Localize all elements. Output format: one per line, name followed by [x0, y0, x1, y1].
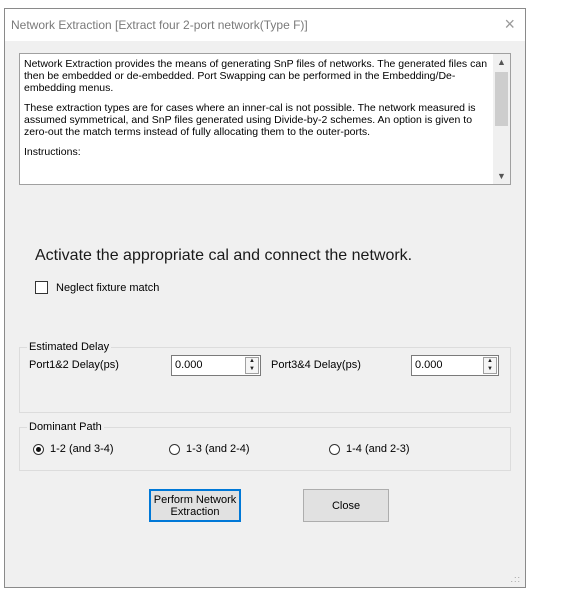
radio-label: 1-4 (and 2-3) [346, 443, 410, 455]
button-label-line2: Extraction [170, 505, 220, 518]
network-extraction-dialog [4, 8, 526, 588]
spin-down-icon[interactable]: ▼ [249, 366, 255, 372]
checkbox-label: Neglect fixture match [56, 281, 160, 294]
neglect-fixture-match-checkbox[interactable] [35, 281, 159, 294]
port12-delay-value: 0.000 [175, 359, 203, 371]
radio-label: 1-2 (and 3-4) [50, 443, 114, 455]
close-button[interactable]: Close [303, 489, 389, 522]
description-paragraph: Instructions: [24, 146, 81, 158]
port12-delay-spinbox[interactable] [171, 355, 261, 376]
description-paragraph: These extraction types are for cases where an inner-cal is not possible. The network measured is assumed symmetrical, and SnP files generated using Divide-by-2 schemes. An option is given to zero-out the match terms instead of fully allocating them to the outer-ports. [24, 102, 476, 138]
checkbox-box[interactable] [35, 281, 48, 294]
radio-path-1-2[interactable] [33, 443, 114, 455]
port34-delay-label: Port3&4 Delay(ps) [271, 359, 361, 371]
radio-button[interactable] [169, 444, 180, 455]
spin-up-icon[interactable]: ▲ [487, 358, 493, 364]
title-bar [5, 9, 525, 41]
radio-path-1-4[interactable] [329, 443, 410, 455]
description-textbox[interactable] [19, 53, 511, 185]
scroll-down-icon[interactable]: ▼ [497, 171, 506, 181]
spin-up-icon[interactable]: ▲ [249, 358, 255, 364]
dominant-path-group-label: Dominant Path [29, 421, 102, 433]
spin-buttons[interactable] [245, 357, 259, 374]
radio-button[interactable] [33, 444, 44, 455]
resize-grip-icon[interactable]: .:: [510, 574, 521, 584]
scroll-up-icon[interactable]: ▲ [497, 57, 506, 67]
window-title: Network Extraction [Extract four 2-port network(Type F)] [11, 18, 308, 32]
scroll-thumb[interactable] [495, 72, 508, 126]
instruction-heading: Activate the appropriate cal and connect the network. [35, 247, 413, 264]
spin-buttons[interactable] [483, 357, 497, 374]
vertical-scrollbar[interactable] [493, 54, 510, 184]
description-text [24, 58, 489, 166]
spin-down-icon[interactable]: ▼ [487, 366, 493, 372]
estimated-delay-group-label: Estimated Delay [29, 341, 110, 353]
close-icon[interactable]: × [504, 14, 515, 34]
perform-network-extraction-button[interactable] [149, 489, 241, 522]
port12-delay-label: Port1&2 Delay(ps) [29, 359, 119, 371]
radio-label: 1-3 (and 2-4) [186, 443, 250, 455]
port34-delay-spinbox[interactable] [411, 355, 499, 376]
button-label-line1: Perform Network [153, 493, 237, 506]
port34-delay-value: 0.000 [415, 359, 443, 371]
radio-path-1-3[interactable] [169, 443, 250, 455]
radio-button[interactable] [329, 444, 340, 455]
description-paragraph: Network Extraction provides the means of generating SnP files of networks. The generated files can then be embedded or de-embedded. Port Swapping can be performed in the Embedding/De-embedding menus. [24, 58, 488, 94]
